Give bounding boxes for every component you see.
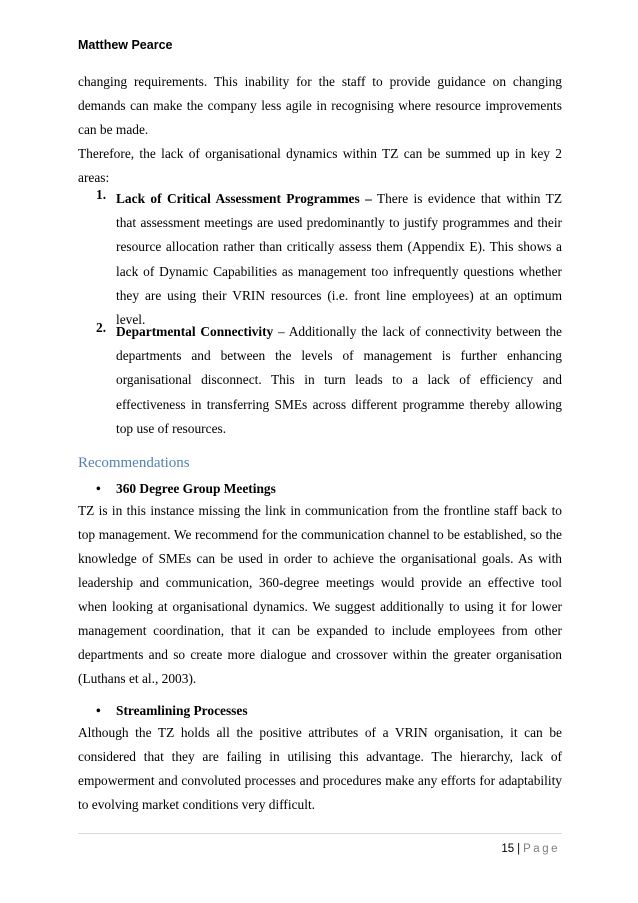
area-number: 2.: [96, 320, 107, 335]
summary-text: Therefore, the lack of organisational dynamics within TZ can be summed up in key 2 areas:: [78, 146, 562, 185]
intro-continuation-paragraph: [78, 70, 562, 142]
footer-separator: |: [517, 843, 521, 855]
recommendation-title: Streamlining Processes: [116, 703, 248, 718]
header-author: Matthew Pearce: [78, 38, 173, 52]
area-body: [116, 320, 562, 441]
intro-continuation-text: changing requirements. This inability for the staff to provide guidance on changing demands can make the company less agile in recognising where resource improvements can be made.: [78, 74, 562, 137]
footer-divider: [78, 833, 562, 834]
area-title: Lack of Critical Assessment Programmes –: [116, 191, 372, 206]
area-text: There is evidence that within TZ that assessment meetings are used predominantly to justify programmes and their resource allocation rather than critically assess them (Appendix E). This shows a lack of Dynamic Capabilities as management too infrequently questions whether they are using their VRIN resources (i.e. front line employees) at an optimum level.: [116, 191, 563, 328]
recommendation-text: Although the TZ holds all the positive attributes of a VRIN organisation, it can be considered that they are failing in utilising this advantage. The hierarchy, lack of empowerment and convoluted processes and procedures make any efforts for adaptability to evolving market conditions very difficult.: [78, 725, 562, 812]
bullet-icon: •: [96, 703, 101, 718]
recommendation-text: TZ is in this instance missing the link in communication from the frontline staff back to top management. We recommend for the communication channel to be established, so the knowledge of SMEs can be used in order to achieve the organisational goals. As with leadership and communication, 360-degree meetings would provide an effective tool when looking at organisational dynamics. We suggest additionally to using it for lower management coordination, that it can be expanded to include employees from other departments and so create more dialogue and crossover within the greater organisation (Luthans et al., 2003).: [78, 503, 562, 686]
page-number: 15: [501, 843, 515, 855]
recommendation-title: 360 Degree Group Meetings: [116, 481, 276, 496]
page-label: Page: [523, 843, 560, 855]
recommendation-2-heading: [96, 703, 248, 719]
recommendation-2-paragraph: [78, 721, 562, 817]
recommendations-heading: Recommendations: [78, 455, 190, 471]
area-text: – Additionally the lack of connectivity between the departments and between the levels of management is further enhancing organisational disconnect. This in turn leads to a lack of efficiency and effectiveness in transferring SMEs across different programme thereby allowing top use of resources.: [116, 324, 563, 436]
area-number: 1.: [96, 187, 107, 202]
page-footer: [501, 843, 560, 855]
recommendation-1-heading: [96, 481, 276, 497]
bullet-icon: •: [96, 481, 101, 496]
area-body: [116, 187, 562, 332]
recommendation-1-paragraph: [78, 499, 562, 691]
area-title: Departmental Connectivity: [116, 324, 274, 339]
summary-paragraph: [78, 142, 562, 190]
